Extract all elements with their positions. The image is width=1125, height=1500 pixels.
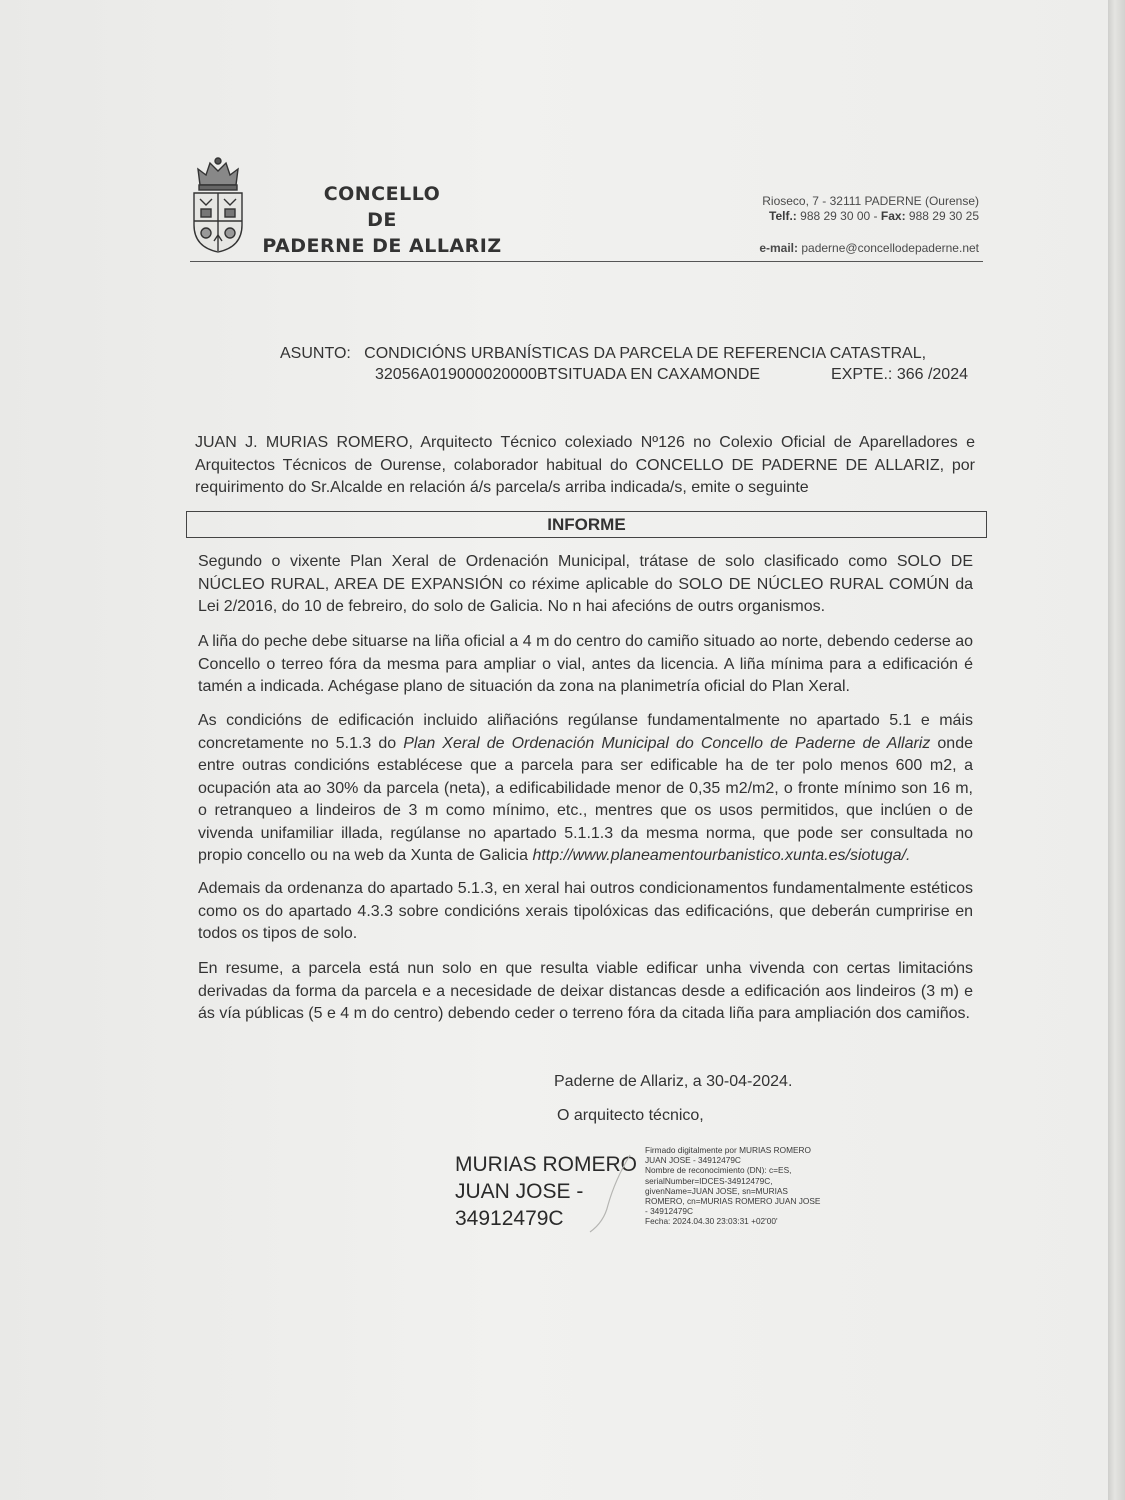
siotuga-link[interactable]: http://www.planeamentourbanistico.xunta.es/siotuga/. bbox=[532, 847, 911, 864]
email-address: paderne@concellodepaderne.net bbox=[801, 241, 979, 255]
fax-label: Fax: bbox=[880, 209, 906, 223]
header-rule bbox=[190, 261, 983, 262]
digital-signature-line: Firmado digitalmente por MURIAS ROMERO bbox=[645, 1145, 811, 1155]
digital-signature-line: serialNumber=IDCES-34912479C, bbox=[645, 1175, 773, 1186]
intro-paragraph: JUAN J. MURIAS ROMERO, Arquitecto Técnico colexiado Nº126 no Colexio Oficial de Aparelladores e Arquitectos Técnicos de Ourense, colaborador habitual do CONCELLO DE PADERNE DE ALLARIZ, por requirimento do Sr.Alcalde en relación á/s parcela/s arriba indicada/s, emite o seguinte bbox=[195, 434, 975, 496]
digital-signature-line: - 34912479C bbox=[645, 1206, 693, 1217]
paragraph-boundary: A liña do peche debe situarse na liña oficial a 4 m do centro do camiño situado ao norte, debendo cederse ao Concello o terreo fóra da mesma para ampliar o vial, antes da licencia. A liña mínima para a edificación é tamén a indicada. Achégase plano de situación da zona na planimetría oficial do Plan Xeral. bbox=[198, 633, 973, 695]
digital-signature-line: givenName=JUAN JOSE, sn=MURIAS bbox=[645, 1185, 788, 1196]
subject-label: ASUNTO: bbox=[280, 345, 351, 362]
email-label: e-mail: bbox=[759, 241, 798, 255]
signer-name-line: JUAN JOSE - bbox=[455, 1180, 584, 1203]
municipal-coat-of-arms-icon bbox=[188, 155, 248, 255]
subject-block bbox=[280, 343, 980, 385]
digital-signature-line: ROMERO, cn=MURIAS ROMERO JUAN JOSE bbox=[645, 1196, 821, 1207]
digital-signature-line: JUAN JOSE - 34912479C bbox=[645, 1155, 741, 1166]
plan-title: Plan Xeral de Ordenación Municipal do Concello de Paderne de Allariz bbox=[403, 734, 931, 752]
conditions-text-a: As condicións de edificación incluido aliñacións regúlanse fundamentalmente no apartado 5.1 e máis concretamente no 5.1.3 do bbox=[198, 712, 973, 752]
signing-date: Paderne de Allariz, a 30-04-2024. bbox=[554, 1073, 793, 1090]
report-title: INFORME bbox=[186, 511, 987, 538]
file-number: EXPTE.: 366 /2024 bbox=[831, 366, 968, 383]
subject-line-1: CONDICIÓNS URBANÍSTICAS DA PARCELA DE REFERENCIA CATASTRAL, bbox=[364, 345, 927, 362]
digital-signature-block bbox=[645, 1145, 830, 1227]
tel-number: 988 29 30 00 bbox=[800, 209, 871, 223]
subject-line-2: 32056A019000020000BTSITUADA EN CAXAMONDE bbox=[375, 366, 761, 383]
tel-label: Telf.: bbox=[769, 209, 797, 223]
signer-name-line: 34912479C bbox=[455, 1207, 564, 1230]
signer-role: O arquitecto técnico, bbox=[557, 1107, 704, 1124]
paragraph-aesthetics: Ademais da ordenanza do apartado 5.1.3, en xeral hai outros condicionamentos fundamentalmente estéticos como os do apartado 4.3.3 sobre condicións xerais tipolóxicas das edificacións, que deberán cumpririse en todos os tipos de solo. bbox=[198, 880, 973, 942]
institution-line: CONCELLO bbox=[323, 183, 441, 205]
address: Rioseco, 7 - 32111 PADERNE (Ourense) bbox=[762, 194, 979, 208]
paragraph-conditions bbox=[198, 710, 973, 868]
institution-name bbox=[262, 181, 502, 259]
paragraph-classification: Segundo o vixente Plan Xeral de Ordenación Municipal, trátase de solo clasificado como SOLO DE NÚCLEO RURAL, AREA DE EXPANSIÓN co réxime aplicable do SOLO DE NÚCLEO RURAL COMÚN da Lei 2/2016, do 10 de febreiro, do solo de Galicia. No n hai afecións de outrs organismos. bbox=[198, 553, 973, 615]
digital-signature-line: Nombre de reconocimiento (DN): c=ES, bbox=[645, 1165, 792, 1176]
signer-name-line: MURIAS ROMERO bbox=[455, 1153, 638, 1176]
digital-signature-line: Fecha: 2024.04.30 23:03:31 +02'00' bbox=[645, 1216, 778, 1227]
conditions-text-b: onde entre outras condicións establécese que a parcela para ser edificable ha de ter polo menos 600 m2, a ocupación ata ao 30% da parcela (neta), a edificabilidade menor de 0,35 m2/m2, o fronte mínimo son 16 m, o retranqueo a lindeiros de 3 m como mínimo, etc., mentres que os usos permitidos, que inclúen o de vivenda unifamiliar illada, regúlanse no apartado 5.1.1.3 da mesma norma, que pode ser consultada no propio concello ou na web da Xunta de Galicia bbox=[198, 734, 974, 864]
institution-line: DE bbox=[367, 209, 397, 231]
email-line bbox=[759, 241, 979, 255]
sheet-edge bbox=[1108, 0, 1125, 1500]
handwritten-signature-stroke bbox=[560, 1150, 650, 1240]
institution-line: PADERNE DE ALLARIZ bbox=[262, 235, 502, 257]
fax-number: 988 29 30 25 bbox=[908, 209, 979, 223]
paragraph-summary: En resume, a parcela está nun solo en que resulta viable edificar unha vivenda con certas limitacións derivadas da forma da parcela e a necesidade de deixar distancas desde a edificación aos lindeiros (3 m) e ás vía públicas (5 e 4 m do centro) debendo ceder o terreno fóra da citada liña para ampliación dos camiños. bbox=[198, 960, 973, 1022]
contact-block: Rioseco, 7 - 32111 PADERNE (Ourense) Telf.: 988 29 30 00 - Fax: 988 29 30 25 bbox=[762, 194, 979, 223]
